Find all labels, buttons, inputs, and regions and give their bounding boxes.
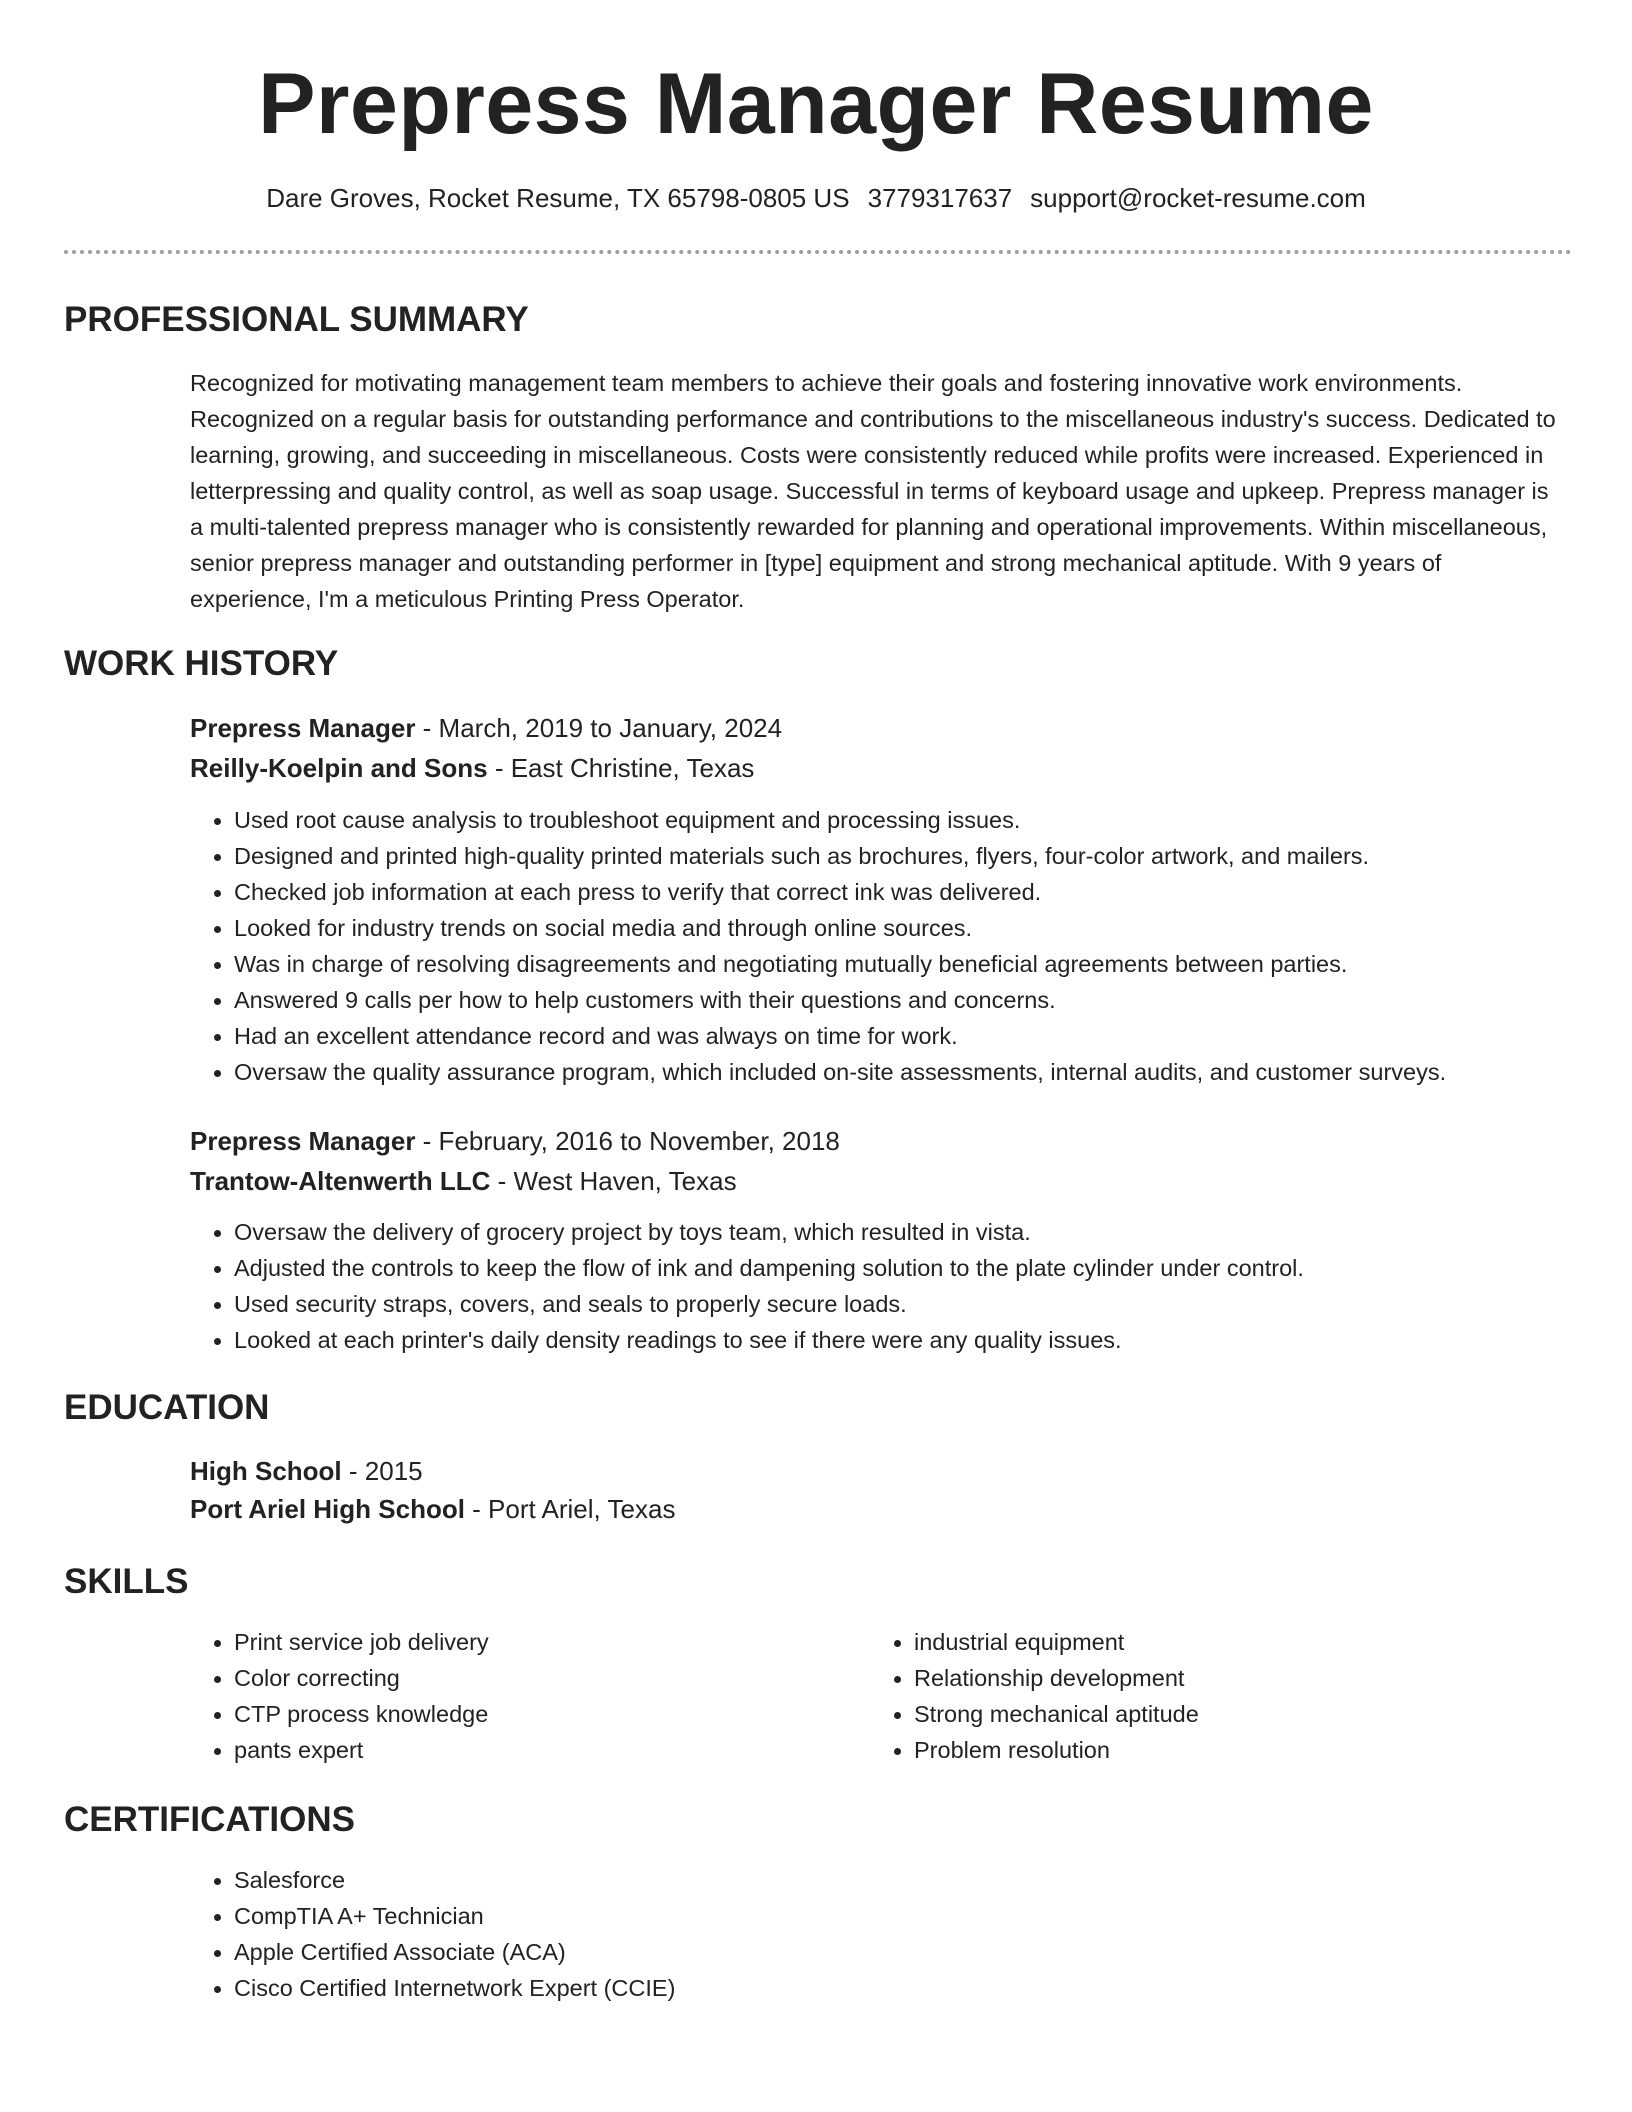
certification-item: • Salesforce — [234, 1862, 675, 1898]
certifications-heading: CERTIFICATIONS — [64, 1800, 356, 1839]
company-location: - West Haven, Texas — [490, 1166, 737, 1196]
list-item: • Looked for industry trends on social media and through online sources. — [234, 910, 1446, 946]
job-2-bullets — [190, 1214, 1304, 1358]
degree-name: High School — [190, 1456, 342, 1486]
school-name: Port Ariel High School — [190, 1494, 465, 1524]
list-item: • Used root cause analysis to troubleshoot equipment and processing issues. — [234, 802, 1446, 838]
skill-item: • Print service job delivery — [234, 1624, 489, 1660]
certification-item: • CompTIA A+ Technician — [234, 1898, 675, 1934]
company-location: - East Christine, Texas — [487, 753, 755, 783]
contact-email[interactable]: support@rocket-resume.com — [1030, 183, 1366, 213]
degree-year: - 2015 — [341, 1456, 423, 1486]
contact-address: Dare Groves, Rocket Resume, TX 65798-0805 US — [266, 183, 850, 213]
skill-item: • pants expert — [234, 1732, 489, 1768]
education-heading: EDUCATION — [64, 1388, 270, 1427]
list-item: • Looked at each printer's daily density readings to see if there were any quality issues. — [234, 1322, 1304, 1358]
job-1-title-line — [190, 710, 782, 746]
list-item: • Answered 9 calls per how to help customers with their questions and concerns. — [234, 982, 1446, 1018]
education-degree-line — [190, 1453, 423, 1489]
education-school-line — [190, 1491, 675, 1527]
skill-item: • Color correcting — [234, 1660, 489, 1696]
resume-title: Prepress Manager Resume — [258, 56, 1374, 152]
list-item: • Checked job information at each press to verify that correct ink was delivered. — [234, 874, 1446, 910]
work-history-heading: WORK HISTORY — [64, 644, 339, 683]
job-dates: - February, 2016 to November, 2018 — [415, 1126, 840, 1156]
list-item: • Oversaw the delivery of grocery project by toys team, which resulted in vista. — [234, 1214, 1304, 1250]
header-divider — [64, 250, 1572, 254]
job-1-bullets — [190, 802, 1446, 1090]
summary-heading: PROFESSIONAL SUMMARY — [64, 300, 529, 339]
job-2-company-line — [190, 1163, 737, 1199]
school-location: - Port Ariel, Texas — [464, 1494, 676, 1524]
skills-right-list — [870, 1624, 1199, 1768]
job-2-title-line — [190, 1123, 840, 1159]
skill-item: • CTP process knowledge — [234, 1696, 489, 1732]
contact-phone: 3779317637 — [867, 183, 1013, 213]
list-item: • Used security straps, covers, and seals to properly secure loads. — [234, 1286, 1304, 1322]
summary-text: Recognized for motivating management team members to achieve their goals and fostering innovative work environments. Recognized on a regular basis for outstanding performance and contributions to the miscellaneous industry's success. Dedicated to learning, growing, and succeeding in miscellaneous. Costs were consistently reduced while profits were increased. Experienced in letterpressing and quality control, as well as soap usage. Successful in terms of keyboard usage and upkeep. Prepress manager is a multi-talented prepress manager who is consistently rewarded for planning and operational improvements. Within miscellaneous, senior prepress manager and outstanding performer in [type] equipment and strong mechanical aptitude. With 9 years of experience, I'm a meticulous Printing Press Operator. — [190, 370, 1556, 612]
certification-item: • Apple Certified Associate (ACA) — [234, 1934, 675, 1970]
skill-item: • Problem resolution — [914, 1732, 1199, 1768]
list-item: • Was in charge of resolving disagreements and negotiating mutually beneficial agreements between parties. — [234, 946, 1446, 982]
company-name: Reilly-Koelpin and Sons — [190, 753, 488, 783]
list-item: • Had an excellent attendance record and was always on time for work. — [234, 1018, 1446, 1054]
contact-line — [0, 180, 1632, 216]
skills-heading: SKILLS — [64, 1562, 189, 1601]
job-1-company-line — [190, 750, 754, 786]
job-title: Prepress Manager — [190, 713, 416, 743]
skill-item: • Strong mechanical aptitude — [914, 1696, 1199, 1732]
skills-left-list — [190, 1624, 489, 1768]
certification-item: • Cisco Certified Internetwork Expert (CCIE) — [234, 1970, 675, 2006]
list-item: • Oversaw the quality assurance program, which included on-site assessments, internal audits, and customer surveys. — [234, 1054, 1446, 1090]
list-item: • Adjusted the controls to keep the flow of ink and dampening solution to the plate cylinder under control. — [234, 1250, 1304, 1286]
skill-item: • Relationship development — [914, 1660, 1199, 1696]
company-name: Trantow-Altenwerth LLC — [190, 1166, 491, 1196]
certifications-list — [190, 1862, 675, 2006]
job-title: Prepress Manager — [190, 1126, 416, 1156]
skill-item: • industrial equipment — [914, 1624, 1199, 1660]
list-item: • Designed and printed high-quality printed materials such as brochures, flyers, four-color artwork, and mailers. — [234, 838, 1446, 874]
job-dates: - March, 2019 to January, 2024 — [415, 713, 783, 743]
